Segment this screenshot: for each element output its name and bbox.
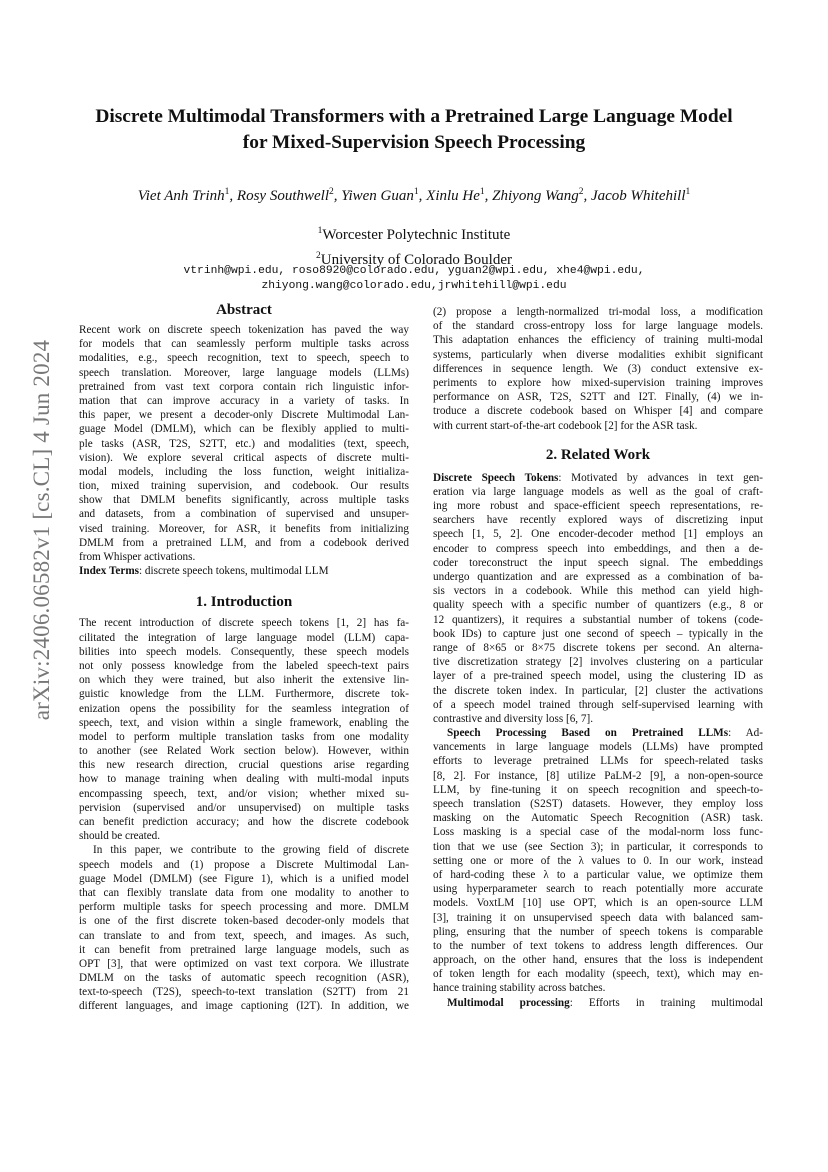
text-line: [3], training it on unsupervised speech data with balanced sam- xyxy=(433,911,763,924)
text-line: this paper, we present a decoder-only Discrete Multimodal Lan- xyxy=(79,409,409,422)
text-line: 12 quantizers), it requires a substantial number of tokens (code- xyxy=(433,613,763,626)
affiliation-sup: 2 xyxy=(316,251,321,261)
affiliation-name: Worcester Polytechnic Institute xyxy=(322,227,511,243)
text-line: and datasets, from a combination of supervised and unsuper- xyxy=(79,508,409,521)
text-line: coder toreconstruct the input speech signal. The embeddings xyxy=(433,556,763,569)
title-line-1: Discrete Multimodal Transformers with a Pretrained Large Language Model xyxy=(95,106,733,127)
speech-llm-label: Speech Processing Based on Pretrained LLMs xyxy=(447,727,729,740)
text-line: that can flexibly translate data from one modality to another to xyxy=(79,886,409,899)
text-line: performance on ASR, T2S, S2TT and I2T. Finally, (4) we in- xyxy=(433,391,763,404)
index-terms-text: : discrete speech tokens, multimodal LLM xyxy=(139,565,329,578)
text-line: to another (see Related Work section below). However, within xyxy=(79,745,409,758)
text-line: range of 8×65 or 8×75 discrete tokens per second. An alterna- xyxy=(433,641,763,654)
arxiv-sidebar-stamp xyxy=(20,320,64,740)
speech-llm-first-line xyxy=(433,726,763,740)
text-line: In this paper, we contribute to the growing field of discrete xyxy=(93,844,409,857)
left-column xyxy=(79,300,409,1014)
speech-llm-first-text: : Ad- xyxy=(728,727,763,740)
author-name: Xinlu He xyxy=(426,188,480,204)
affiliation-name: University of Colorado Boulder xyxy=(320,252,512,268)
text-line: enization opens the possibility for the seamless integration of xyxy=(79,702,409,715)
text-line: vancements in large language models (LLMs) have prompted xyxy=(433,741,763,754)
text-line: perform multiple tasks for speech processing and more. DMLM xyxy=(79,901,409,914)
text-line: tive discretization strategy [2] involves clustering on a particular xyxy=(433,656,763,669)
text-line: tion that we use (see Section 3); in particular, it corresponds to xyxy=(433,840,763,853)
text-line: eration via large language models as well as the goal of craft- xyxy=(433,485,763,498)
author-name: Rosy Southwell xyxy=(236,188,329,204)
multimodal-first-text: : Efforts in training multimodal xyxy=(569,996,763,1009)
text-line: can translate to and from text, speech, and images. As such, xyxy=(79,929,409,942)
text-line: hance training stability across batches. xyxy=(433,982,606,995)
text-line: this new research direction, crucial questions arise regarding xyxy=(79,759,409,772)
author-affil-sup: 2 xyxy=(329,187,334,197)
author-name: Zhiyong Wang xyxy=(492,188,579,204)
text-line: speech, text, and vision within a single framework, enabling the xyxy=(79,716,409,729)
text-line: differences in sequence length. We (3) conduct extensive ex- xyxy=(433,362,763,375)
text-line: of token length for each modality (speech, text), which may en- xyxy=(433,968,763,981)
abstract-heading: Abstract xyxy=(216,302,272,318)
emails-line-1: vtrinh@wpi.edu, roso8920@colorado.edu, yguan2@wpi.edu, xhe4@wpi.edu, xyxy=(183,265,645,277)
text-line: is one of the first discrete token-based decoder-only models that xyxy=(79,915,409,928)
abstract-body xyxy=(79,323,409,564)
text-line: modal models, including the loss function, weight initializa- xyxy=(79,465,409,478)
text-line: troduce a discrete codebook based on Whisper [4] and compare xyxy=(433,405,763,418)
text-line: Loss masking is a special case of the modal-norm loss func- xyxy=(433,826,763,839)
text-line: mation that can improve accuracy in a variety of tasks. In xyxy=(79,394,409,407)
author-affil-sup: 1 xyxy=(413,187,419,197)
text-line: This adaptation enhances the efficiency of training multi-modal xyxy=(433,334,763,347)
text-line: masking on the Automatic Speech Recognition (ASR) task. xyxy=(433,812,763,825)
text-line: to the number of text tokens to address length differences. Our xyxy=(433,939,763,952)
text-line: different languages, and image captioning (I2T). In addition, we xyxy=(79,1000,409,1013)
text-line: periments to explore how mixed-supervision training improves xyxy=(433,376,763,389)
text-line: systems, particularly when diverse modalities exhibit significant xyxy=(433,348,763,361)
text-line: speech [1, 5, 2]. One encoder-decoder method [1] employs an xyxy=(433,528,763,541)
multimodal-label: Multimodal processing xyxy=(447,996,570,1009)
text-line: approach, on the other hand, ensures that the loss is independent xyxy=(433,954,763,967)
text-line: vision). We explore several critical aspects of discrete multi- xyxy=(79,451,409,464)
text-line: show that DMLM benefits significantly, across multiple tasks xyxy=(79,494,409,507)
discrete-tokens-first-text: : Motivated by advances in text gen- xyxy=(558,471,764,484)
author-affil-sup: 2 xyxy=(578,187,584,197)
introduction-continued xyxy=(433,305,763,433)
text-line: should be created. xyxy=(79,830,161,843)
text-line: contrastive and diversity loss [6, 7]. xyxy=(433,712,594,725)
author-affil-sup: 1 xyxy=(224,187,230,197)
paper-title xyxy=(70,104,758,156)
text-line: models. VoxtLM [10] use OPT, which is an open-source LLM xyxy=(433,897,763,910)
text-line: book IDs) to capture just one second of speech – typically in the xyxy=(433,627,763,640)
author-list: Viet Anh Trinh$^1$, Rosy Southwell$^2$, Yiwen Guan$^1$, Xinlu He$^1$, Zhiyong Wang$^2$, Jacob Whitehill$^1$ xyxy=(137,187,691,204)
text-line: [8, 2]. For instance, [8] utilize PaLM-2 [9], a non-open-source xyxy=(433,769,763,782)
arxiv-identifier: arXiv:2406.06582v1 [cs.CL] 4 Jun 2024 xyxy=(29,339,54,721)
text-line: of the standard cross-entropy loss for large language models. xyxy=(433,320,763,333)
text-line: cilitated the integration of large language model (LLM) capa- xyxy=(79,631,409,644)
introduction-heading: 1. Introduction xyxy=(195,594,293,611)
text-line: encompassing speech, text, and/or vision; whether mixed su- xyxy=(79,787,409,800)
title-line-2: for Mixed-Supervision Speech Processing xyxy=(242,132,586,153)
text-line: with current start-of-the-art codebook [2] for the ASR task. xyxy=(433,419,698,432)
text-line: on which they were trained, but also inherit the extensive lin- xyxy=(79,674,409,687)
text-line: tion, mixed training supervision, and codebook. Our results xyxy=(79,480,409,493)
text-line: vised training. Moreover, for ASR, it benefits from initializing xyxy=(79,522,409,535)
text-line: undergo quantization and are expressed as a combination of ba- xyxy=(433,571,763,583)
text-line: LLM, by fine-tuning it on speech recognition and speech-to- xyxy=(433,783,763,796)
text-line: of a speech model trained through self-supervised learning with xyxy=(433,698,763,711)
discrete-tokens-first-line xyxy=(433,471,763,485)
text-line: speech models and (1) propose a Discrete Multimodal Lan- xyxy=(79,858,409,871)
discrete-tokens-label: Discrete Speech Tokens xyxy=(433,471,559,484)
text-line: using hyperparameter search to reach potentially more accurate xyxy=(433,883,763,896)
text-line: OPT [3], that were optimized on vast text corpora. We illustrate xyxy=(79,957,409,970)
text-line: Recent work on discrete speech tokenization has paved the way xyxy=(79,324,409,336)
text-line: DMLM from a pretrained LLM, and from a codebook derived xyxy=(79,536,409,549)
author-name: Yiwen Guan xyxy=(341,188,414,204)
text-line: the discrete token index. In particular, [2] cluster the activations xyxy=(433,684,763,697)
text-line: DMLM on the tasks of automatic speech recognition (ASR), xyxy=(79,972,409,985)
introduction-paragraph-1 xyxy=(79,616,409,843)
multimodal-first-line xyxy=(433,996,763,1010)
text-line: pretrained from vast text corpora contain rich linguistic infor- xyxy=(79,380,409,393)
text-line: model to perform multiple translation tasks from one modality xyxy=(79,730,409,743)
text-line: efforts to leverage pretrained LLMs for speech-related tasks xyxy=(433,755,763,768)
text-line: ing more robust and space-efficient speech representations, re- xyxy=(433,500,763,513)
text-line: quality speech with a specific number of quantizers (e.g., 8 or xyxy=(433,599,763,612)
right-column xyxy=(433,305,763,1010)
text-line: from Whisper activations. xyxy=(79,551,196,563)
text-line: not only possess knowledge from the labeled speech-text pairs xyxy=(79,659,409,672)
text-line: of hard-coding these λ to a particular value, we optimize them xyxy=(433,868,763,881)
text-line: for models that can seamlessly perform multiple tasks across xyxy=(79,338,409,351)
text-line: text-to-speech (T2S), speech-to-text translation (S2TT) from 21 xyxy=(79,986,409,999)
text-line: guistic knowledge from the LLM. Furthermore, discrete tok- xyxy=(79,688,409,701)
index-terms xyxy=(79,564,409,578)
author-emails xyxy=(100,264,728,294)
text-line: guage Model (DMLM), which can be flexibly applied to multi- xyxy=(79,423,409,436)
author-affil-sup: 1 xyxy=(479,187,485,197)
affiliation-sup: 1 xyxy=(317,226,323,236)
index-terms-label: Index Terms xyxy=(79,565,139,578)
text-line: modalities, e.g., speech recognition, text to speech, speech to xyxy=(79,352,409,365)
text-line: ple tasks (ASR, T2S, S2TT, etc.) and modalities (text, speech, xyxy=(79,437,409,450)
text-line: bilities into speech models. Consequently, these speech models xyxy=(79,645,409,658)
author-name: Jacob Whitehill xyxy=(590,188,686,204)
text-line: pling, ensuring that the number of speech tokens is comparable xyxy=(433,925,763,938)
text-line: it can benefit from pretrained large language models, such as xyxy=(79,943,409,956)
text-line: setting one or more of the λ values to 0. In our work, instead xyxy=(433,854,763,867)
speech-llm-paragraph xyxy=(433,740,763,995)
text-line: encoder to compress speech into embeddings, and then a de- xyxy=(433,542,763,555)
affiliation-1 xyxy=(200,221,628,246)
text-line: layer of a pre-trained speech model, using the clustering ID as xyxy=(433,670,763,683)
text-line: pervision (supervised and/or unsupervised) on multiple tasks xyxy=(79,801,409,814)
text-line: how to manage training when dealing with multi-modal inputs xyxy=(79,773,409,786)
text-line: searchers have recently explored ways of discretizing input xyxy=(433,514,763,527)
text-line: The recent introduction of discrete speech tokens [1, 2] has fa- xyxy=(79,617,409,630)
text-line: (2) propose a length-normalized tri-modal loss, a modification xyxy=(433,306,763,318)
emails-line-2: zhiyong.wang@colorado.edu,jrwhitehill@wpi.edu xyxy=(261,280,567,292)
text-line: guage Model (DMLM) (see Figure 1), which is a unified model xyxy=(79,872,409,885)
author-affil-sup: 1 xyxy=(685,187,691,197)
author-name: Viet Anh Trinh xyxy=(137,188,225,204)
discrete-tokens-paragraph xyxy=(433,485,763,726)
text-line: sis vectors in a codebook. While this method can yield high- xyxy=(433,585,763,598)
text-line: speech translation. Moreover, large language models (LLMs) xyxy=(79,366,409,379)
introduction-paragraph-2 xyxy=(79,843,409,1013)
text-line: can benefit prediction accuracy; and how the discrete codebook xyxy=(79,816,409,828)
text-line: speech translation (S2ST) datasets. However, they employ loss xyxy=(433,798,763,810)
related-work-heading: 2. Related Work xyxy=(545,446,651,463)
